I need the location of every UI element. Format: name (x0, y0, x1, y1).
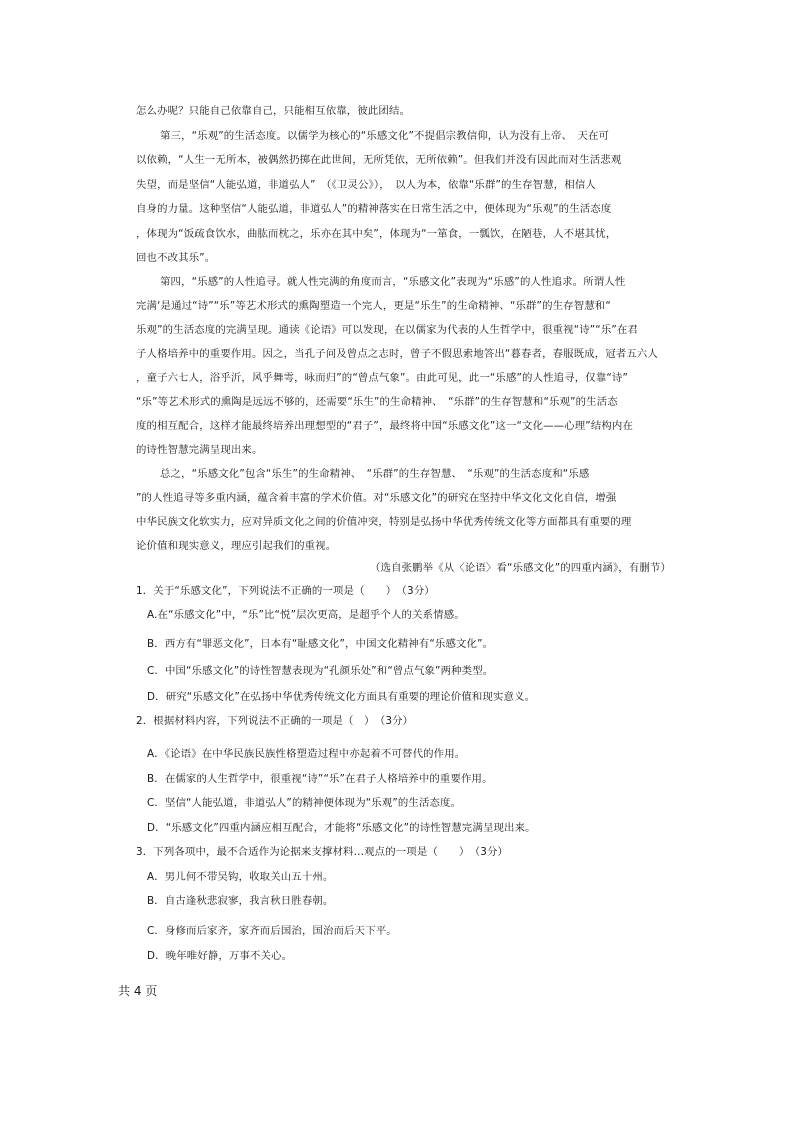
passage-line: ”的人性追寻等多重内涵，蕴含着丰富的学术价值。对“乐感文化”的研究在坚持中华文化文化自信，增强 (136, 492, 617, 504)
question-2-option-d: D．“乐感文化”四重内涵应相互配合，才能将“乐感文化”的诗性智慧完满呈现出来。 (147, 822, 536, 834)
question-2-option-b: B．在儒家的人生哲学中，很重视“诗”“乐”在君子人格培养中的重要作用。 (147, 773, 493, 785)
passage-line: 论价值和现实意义，理应引起我们的重视。 (136, 540, 337, 552)
question-3-option-b: B．自古逢秋悲寂寥，我言秋日胜春朝。 (147, 895, 334, 907)
passage-line: 自身的力量。这种坚信“人能弘道，非道弘人”的精神落实在日常生活之中，便体现为“乐观”的生活态度 (136, 203, 612, 215)
passage-line: 第四，“乐感”的人性追寻。就人性完满的角度而言，“乐感文化”表现为“乐感”的人性追求。所谓人性 (160, 276, 626, 288)
question-1-option-c: C．中国“乐感文化”的诗性智慧表现为“孔颜乐处”和“曾点气象”两种类型。 (147, 665, 494, 677)
passage-line: 回也不改其乐”。 (136, 252, 216, 264)
question-stem-1: 1．关于“乐感文化”，下列说法不正确的一项是（ ） （3分） (136, 585, 435, 597)
question-1-option-b: B．西方有“罪恶文化”，日本有“耻感文化”，中国文化精神有“乐感文化”。 (147, 638, 494, 650)
question-stem-3: 3．下列各项中，最不合适作为论据来支撑材料…观点的一项是（ ） （3分） (136, 846, 509, 858)
passage-line: “乐”等艺术形式的熏陶是远远不够的，还需要“乐生”的生命精神、 “乐群”的生存智慧和“乐观”的生活态 (136, 396, 618, 408)
question-3-option-a: A．男儿何不带吴钩，收取关山五十州。 (147, 871, 334, 883)
question-2-option-a: A．《论语》在中华民族民族性格塑造过程中亦起着不可替代的作用。 (147, 748, 466, 760)
passage-line: 子人格培养中的重要作用。因之，当孔子问及曾点之志时，曾子不假思索地答出“暮春者，春服既成，冠者五六人 (136, 348, 659, 360)
passage-line: 乐观”的生活态度的完满呈现。通读《论语》可以发现，在以儒家为代表的人生哲学中，很重视“诗”“乐”在君 (136, 324, 638, 336)
passage-line: ，体现为“饭疏食饮水，曲肱而枕之，乐亦在其中矣”，体现为“一箪食，一瓢饮，在陋巷，人不堪其忧， (136, 228, 617, 240)
passage-line: 总之，“乐感文化”包含“乐生”的生命精神、 “乐群”的生存智慧、 “乐观”的生活态度和“乐感 (160, 468, 590, 480)
question-3-option-c: C．身修而后家齐，家齐而后国治，国治而后天下平。 (147, 925, 397, 937)
passage-line: 失望，而是坚信“人能弘道，非道弘人” （《卫灵公》）， 以人为本，依靠“乐群”的生存智慧，相信人 (136, 179, 596, 191)
passage-line: 度的相互配合，这样才能最终培养出理想型的“君子”，最终将中国“乐感文化”这一“文化——心理”结构内在 (136, 420, 633, 432)
passage-line: 的诗性智慧完满呈现出来。 (136, 444, 263, 456)
question-1-option-d: D．研究“乐感文化”在弘扬中华优秀传统文化方面具有重要的理论价值和现实意义。 (147, 691, 536, 703)
passage-line: ，童子六七人，浴乎沂，风乎舞雩，咏而归”的“曾点气象”。由此可见，此一“乐感”的人性追寻，仅靠“诗” (136, 372, 628, 384)
passage-line: 完满‘是通过“诗”“乐”等艺术形式的熏陶塑造一个完人，更是“乐生”的生命精神、“乐群”的生存智慧和“ (136, 300, 611, 312)
page-count-footer: 共 4 页 (118, 984, 158, 998)
question-2-option-c: C．坚信“人能弘道，非道弘人”的精神便体现为“乐观”的生活态度。 (147, 797, 462, 809)
passage-source: （选自张鹏举《从〈论语〉看“乐感文化”的四重内涵》，有删节） (369, 562, 671, 574)
question-3-option-d: D．晚年唯好静，万事不关心。 (147, 950, 293, 962)
question-stem-2: 2．根据材料内容，下列说法不正确的一项是（ ） （3分） (136, 715, 414, 727)
passage-line: 以依赖，“人生一无所本，被偶然扔掷在此世间，无所凭依，无所依赖”。但我们并没有因此而对生活悲观 (136, 154, 622, 166)
passage-line: 怎么办呢？只能自己依靠自己，只能相互依靠，彼此团结。 (136, 105, 411, 117)
question-1-option-a: A.在“乐感文化”中，“乐”比“悦”层次更高，是超乎个人的关系情感。 (147, 609, 465, 621)
passage-line: 第三，“乐观”的生活态度。以儒学为核心的“乐感文化”不提倡宗教信仰，认为没有上帝、 天在可 (160, 130, 610, 142)
passage-line: 中华民族文化软实力，应对异质文化之间的价值冲突，特别是弘扬中华优秀传统文化等方面都具有重要的理 (136, 516, 632, 528)
